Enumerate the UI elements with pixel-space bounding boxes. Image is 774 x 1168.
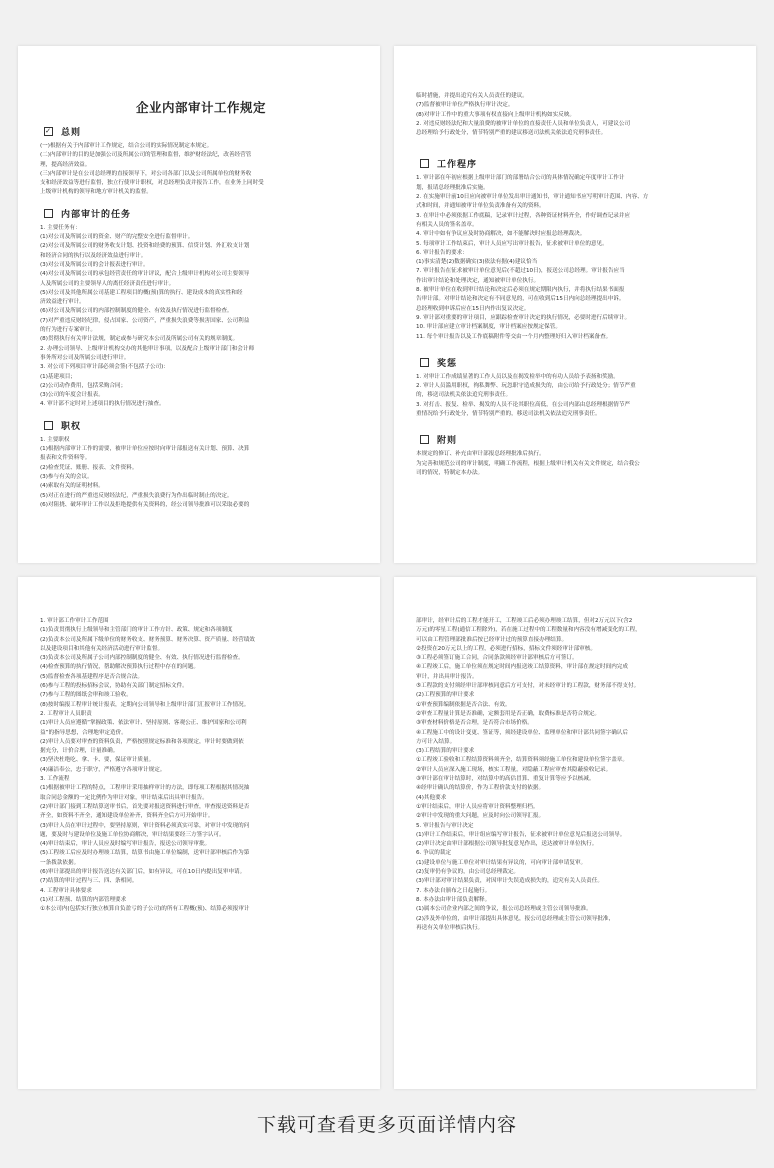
text-line: 7. 本办法自颁布之日起施行。 [416, 887, 491, 894]
text-line: 益”的指导思想，合理地审定造价。 [40, 729, 127, 736]
text-line: ②投资在20万元以上的工程，必须进行招标，招标文件须经审计部审核。 [416, 645, 596, 652]
text-line: (2)审计决定由审计部根据公司领导批复意见作出，送达被审计单位执行。 [416, 841, 598, 848]
download-more-prompt[interactable]: 下载可查看更多页面详情内容 [256, 1114, 517, 1136]
text-line: (1)事实清楚(2)数据确实(3)依法有据(4)建议恰当 [416, 259, 538, 266]
text-line: 有相关人员的签名盖章。 [416, 221, 478, 228]
text-line: 齐全，如资料不齐全，通知建设单位补齐，资料齐全后方可开始审计。 [40, 813, 214, 820]
section-body [40, 436, 362, 510]
text-line: (7)参与工程的图纸会审和竣工验收。 [40, 692, 132, 699]
text-line: (6)审计部提出的审计报告送达有关部门后，如有异议，可在10日内提出复审申请。 [40, 869, 246, 876]
text-line: (一)根据有关于内部审计工作规定，结合公司的实际情况制定本规定。 [40, 143, 213, 149]
text-line: 以及建设项目和其他有关经济活动进行审计监督。 [40, 645, 164, 652]
text-line: 作出审计结论和处理决定，通知被审计单位执行。 [416, 277, 540, 284]
text-line: (1)建设单位与施工单位对审计结果有异议的，可向审计部申请复审。 [416, 859, 587, 866]
text-line: 3. 在审计中必须依据工作底稿，记录审计过程，各种资证材料齐全，作好调查记录并应 [416, 212, 631, 219]
text-line: (2)公司动作费用，包括采购合同； [40, 382, 127, 389]
square-icon [420, 358, 429, 367]
section-body [416, 92, 738, 138]
text-line: 2. 审计人员滥用职权，徇私舞弊、玩忽职守造成损失的，由公司给予行政处分；情节严重 [416, 383, 636, 390]
text-line: ③工程必须签订施工合同，合同条款须经审计部审核后方可签订。 [416, 655, 578, 662]
document-page-1 [18, 46, 380, 563]
text-line: 的行为进行专案审计。 [40, 327, 96, 334]
text-line: ④经审计确认的结算价，作为工程价款支付的依据。 [416, 785, 545, 792]
text-line: (2)审计人员要对审查的资料负责，严格按照规定标准和各项规定，审计时要做到依 [40, 738, 244, 745]
text-line: 临时措施，并提出追究有关人员责任的建议。 [416, 93, 528, 99]
text-line: (5)监督检查各项基建程序是否合规合法。 [40, 673, 144, 680]
document-page-3 [18, 577, 380, 1089]
checkbox-icon: ✓ [45, 127, 52, 135]
text-line: 6. 争议的裁定 [416, 850, 452, 857]
section-body [416, 373, 738, 419]
text-line: 为完善和规范公司的审计制度，明确工作流程，根据上级审计机关有关文件规定，结合我公 [416, 460, 640, 467]
text-line: 司的情况，特制定本办法。 [416, 469, 484, 476]
text-line: ③审计部在审计结算时，对结算中的高估冒算、重复计算等应予以核减。 [416, 776, 595, 783]
text-line: (2)工程预算的审计要求 [416, 692, 475, 699]
text-line: 3. 对公司下列项目审计部必须会签(不包括子公司)： [40, 364, 169, 371]
text-line: 1. 审计部在年初应根据上级审计部门的部署结合公司的具体情况确定年度审计工作计 [416, 175, 625, 182]
text-line: 总经理收到申诉后应在15日内作出复议决定。 [416, 305, 530, 312]
text-line: (7)监督被审计单位严格执行审计决定。 [416, 102, 514, 109]
text-line: (1)基建项目； [40, 373, 76, 380]
text-line: 1. 主要职权 [40, 436, 70, 443]
text-line: 8. 本办法由审计部负责解释。 [416, 896, 491, 903]
text-line: 事务所对公司及所属公司进行审计。 [40, 354, 130, 361]
text-line: (1)审计人员应遵循“掌握政策、依法审计、坚持原则、客观公正、维护国家和公司利 [40, 720, 247, 727]
text-line: 10. 审计部应建立审计档案制度，审计档案应按规定保管。 [416, 324, 561, 331]
text-line: 万元)的零星工程(通信工程除外)，若在施工过程中的工程数量和内容没有增减变化的工程， [416, 627, 641, 634]
text-line: (4)检查预算的执行情况，帮助解决预算执行过程中存在的问题。 [40, 664, 199, 671]
text-line: (3)工程结算的审计要求 [416, 748, 475, 755]
text-line: 1. 对审计工作成绩显著的工作人员以及在揭发检举中的有功人员给予表扬和奖励。 [416, 373, 619, 380]
text-line: (5)对公司及其他所属公司基建工程项目的概(预)算的执行、建设成本的真实性和经 [40, 289, 243, 296]
text-line: (3)负责本公司及所属子公司内部控制制度的健全、有效、执行情况进行监督检查。 [40, 655, 244, 662]
text-line: 方可计入结算。 [416, 738, 456, 745]
text-line: 4. 审计部不定时对上述项目的执行情况进行抽查。 [40, 401, 165, 408]
text-line: ①本公司内(包括实行独立核算自负盈亏的子公司)的所有工程概(预)、结算必须报审计 [40, 906, 250, 913]
square-icon [420, 159, 429, 168]
text-line: ④工程竣工后，施工单位须在规定时间内报送竣工结算资料，审计部在规定时间内完成 [416, 664, 628, 671]
text-line: (2)涉及外单位的，由审计部提出具体意见，报公司总经理或主管公司领导批准， [416, 915, 615, 922]
text-line: 2. 在实施审计前10日应向被审计单位发出审计通知书，审计通知书应写明审计范围、内容、方 [416, 194, 649, 201]
text-line: (7)对严重违反财经纪律，侵占国家、公司资产，严重损失浪费等损害国家、公司利益 [40, 317, 250, 324]
text-line: ②审计中发现的重大问题，应及时向公司领导汇报。 [416, 813, 545, 820]
text-line: 2. 办理公司领导、上级审计机构交办的其他审计事项，以及配合上级审计部门和会计师 [40, 345, 255, 352]
document-page-2 [394, 46, 756, 563]
text-line: 9. 审计部对重要的审计项目，应跟踪检查审计决定的执行情况，必要时进行后续审计。 [416, 314, 631, 321]
text-line: (8)贯彻执行有关审计法规，制定或参与研究本公司及所属公司有关的规章制度。 [40, 336, 239, 343]
text-line: 4. 审计中如有争议应及时协商解决，如不能解决时应报总经理裁决。 [416, 231, 586, 238]
section-body [416, 450, 738, 478]
text-line: (4)对公司及所属公司的承包经营责任的审计评议，配合上级审计机构对公司主要领导 [40, 271, 250, 278]
text-line: 支和经济效益等进行监督，独立行使审计职权，对总经理负责并报告工作，在业务上同时受 [40, 180, 264, 187]
section-body [40, 142, 362, 198]
text-line: 3. 工作流程 [40, 776, 70, 783]
section-heading: ✓ 总则 [45, 127, 82, 138]
text-line: 的，移送司法机关依法追究刑事责任。 [416, 392, 512, 399]
text-line: 可以由工程管理部批准后按已经审计过的预算直接办理结算。 [416, 636, 568, 643]
text-line: (1)负责贯彻执行上级领导和主管部门的审计工作方针、政策、规定和各项制度 [40, 627, 233, 634]
text-line: 总经理给予行政处分，情节特别严重的建议移送司法机关依法追究刑事责任。 [416, 130, 607, 137]
text-line: 济效益进行审计。 [40, 299, 85, 306]
text-line: ④工程施工中的设计变更、签证等，须经建设单位、监理单位和审计部共同签字确认后 [416, 729, 628, 736]
text-line: 重情况给予行政处分，情节特别严重的，移送司法机关依法追究刑事责任。 [416, 411, 601, 418]
text-line: (6)对公司及所属公司的内部控制制度的健全、有效及执行情况进行监督检查。 [40, 308, 233, 315]
text-line: 和经济合同的执行以及经济效益进行审计。 [40, 252, 147, 259]
text-line: (4)廉洁奉公，忠于职守，严格遵守各项审计规定。 [40, 766, 166, 773]
text-line: 划，报请总经理批准后实施。 [416, 184, 489, 191]
text-line: 6. 审计报告的要求： [416, 249, 468, 256]
text-line: (3)审计人员在审计过程中，要坚持原则，审计资料必须真实可靠，对审计中发现的问 [40, 822, 250, 829]
text-line: ①工程竣工验收和工程结算资料须齐全，结算资料须经施工单位和建设单位签字盖章。 [416, 757, 628, 764]
text-line: (6)参与工程的投标招标会议，协助有关部门制定招标文件。 [40, 683, 188, 690]
text-line: (2)负责本公司及所属下级单位的财务收支、财务预算、财务决算、资产质量、经营绩效 [40, 636, 255, 643]
text-line: 本规定的修订、补充由审计部报总经理批准后执行。 [416, 451, 545, 458]
text-line: 5. 审计报告与审计决定 [416, 822, 474, 829]
text-line: (1)根据被审计工程的特点，工程审计采用抽样审计的方法，即每项工程根据其情况抽 [40, 785, 250, 792]
text-line: ③审查材料价格是否合理，是否符合市场价格。 [416, 720, 533, 727]
text-line: (1)对公司及所属公司的资金、财产的完整安全进行监督审计。 [40, 234, 194, 241]
text-line: 2. 对违反财经法纪和大量浪费的被审计单位的直接责任人员和单位负责人，可建议公司 [416, 120, 631, 127]
square-icon [44, 209, 53, 218]
text-line: 11. 每个审计报告以及工作底稿附件等交由一个月内整理好归入审计档案备查。 [416, 333, 612, 340]
text-line: (4)其他要求 [416, 794, 447, 801]
text-line: (1)对工程预、结算的内部管理要求 [40, 896, 127, 903]
text-line: (二)内部审计的目的是加强公司及所属公司的管理和监督，维护财经法纪，改善经营管 [40, 152, 252, 159]
square-icon [420, 435, 429, 444]
text-line: (3)坚决杜绝吃、拿、卡、要，保证审计质量。 [40, 757, 155, 764]
text-line: 人及所属公司的主要领导人的离任经济责任进行审计。 [40, 280, 175, 287]
section-heading: 附则 [420, 433, 738, 446]
text-line: ⑤工程款的支付须经审计部审核同意后方可支付，对未经审计的工程款，财务部不得支付。 [416, 683, 640, 690]
text-line: 告审计部。对审计结论和决定有不同意见的，可在收到后15日内向总经理提出申诉。 [416, 296, 625, 303]
text-line: (1)属本公司企业内部之间的争议，报公司总经理或主管公司领导批准。 [416, 906, 592, 913]
text-line: 8. 被审计单位在收到审计结论和决定后必须在规定期限内执行，并将执行结果书面报 [416, 287, 625, 294]
text-line: ①审计结束后，审计人员应将审计资料整理归档。 [416, 803, 539, 810]
text-line: (6)对阻挠、破坏审计工作以及拒绝提供有关资料的，经公司领导批准可以采取必要的 [40, 501, 250, 508]
section-body [40, 617, 362, 915]
text-line: (3)公司的年度会计报表。 [40, 392, 104, 399]
text-line: (3)审计部对审计结果负责，对因审计失误造成损失的，追究有关人员责任。 [416, 878, 603, 885]
text-line: 一条拨款依据。 [40, 859, 80, 866]
text-line: (2)检查凭证、账册、报表、文件资料。 [40, 464, 138, 471]
text-line: (2)对公司及所属公司的财务收支计划、投资和经费的预算、信贷计划、外汇收支计划 [40, 243, 250, 250]
text-line: (2)审计部门接到工程结算送审书后，首先要对报送资料进行审查，审查报送资料是否 [40, 803, 250, 810]
text-line: (3)对公司及所属公司的会计报表进行审计。 [40, 261, 149, 268]
text-line: 据充分，计价合理，计量准确。 [40, 748, 119, 755]
text-line: 部审计，经审计后的工程才能开工，工程竣工后必须办理竣工结算，但对2万元以下(含2 [416, 618, 633, 624]
text-line: 审计，并出具审计报告。 [416, 673, 478, 680]
text-line: 再送有关单位审核后执行。 [416, 924, 484, 931]
text-line: 式和时间，并通知被审计单位负责准备有关的资料。 [416, 203, 545, 210]
text-line: (4)审计结束后，审计人员应及时编写审计报告，报送公司领导审批。 [40, 841, 211, 848]
section-heading: 职权 [44, 419, 362, 432]
section-heading: 工作程序 [420, 157, 738, 170]
text-line: (5)对正在进行的严重违反财经法纪，严重损失浪费行为作出临时制止的决定。 [40, 492, 233, 499]
text-line: 上级审计机构的领导和地方审计机关的监督。 [40, 189, 152, 196]
text-line: (三)内部审计是在公司总经理的直接领导下，对公司各部门以及公司所属单位的财务收 [40, 170, 252, 177]
square-icon [44, 421, 53, 430]
text-line: 5. 每项审计工作结束后，审计人员应写出审计报告，征求被审计单位的意见。 [416, 240, 608, 247]
text-line: 7. 审计报告在征求被审计单位意见后(不超过10日)，报送公司总经理。审计报告应当 [416, 268, 625, 275]
text-line: (2)复审仍有争议的，由公司总经理裁定。 [416, 869, 520, 876]
text-line: 取合同总金额的一定比例作为审计对象，审计结束后出具审计报告。 [40, 794, 208, 801]
section-heading: 内部审计的任务 [44, 207, 362, 220]
text-line: (3)参与有关的会议。 [40, 473, 93, 480]
text-line: 报表和文件资料等。 [40, 455, 91, 462]
text-line: 2. 工程审计人员职责 [40, 710, 92, 717]
text-line: (4)索取有关的证明材料。 [40, 483, 104, 490]
text-line: (7)结算的审计过程与三、四、条相同。 [40, 878, 138, 885]
text-line: 1. 主要任务有： [40, 224, 81, 231]
text-line: ①审查预算编制依据是否合法、有效。 [416, 701, 511, 708]
text-line: 题，要及时与建设单位及施工单位协商解决，审计结果要经三方签字认可。 [40, 831, 225, 838]
section-body [40, 224, 362, 410]
text-line: (8)按时编报工程审计统计报表，定期向公司领导和上级审计部门汇报审计工作情况。 [40, 701, 250, 708]
text-line: 1. 审计部工作审计工作范围 [40, 618, 109, 624]
text-line: 理，提高经济效益。 [40, 161, 91, 168]
document-page-4 [394, 577, 756, 1089]
text-line: (8)对审计工作中的重大事项有权直接向上级审计机构如实反映。 [416, 111, 575, 118]
section-body [416, 617, 738, 933]
text-line: (1)根据内部审计工作的需要，被审计单位应按时向审计部报送有关计划、预算、决算 [40, 446, 250, 453]
text-line: 4. 工程审计具体要求 [40, 887, 92, 894]
page-title: 企业内部审计工作规定 [135, 100, 266, 115]
text-line: 3. 对打击、报复、检举、揭发的人员不论其职位高低，在公司内部由总经理根据情节严 [416, 401, 631, 408]
text-line: ②审查工程量计算是否准确，定额套用是否正确，取费标准是否符合规定。 [416, 710, 601, 717]
text-line: (1)审计工作结束后，审计组应编写审计报告，征求被审计单位意见后报送公司领导。 [416, 831, 626, 838]
section-heading: 奖惩 [420, 356, 738, 369]
section-body [416, 174, 738, 341]
text-line: ②审计人员应深入施工现场，核实工程量，对隐蔽工程应审查其隐蔽验收记录。 [416, 766, 612, 773]
text-line: (5)工程竣工后应及时办理竣工结算，结算书由施工单位编制，送审计部审核后作为第 [40, 850, 250, 857]
